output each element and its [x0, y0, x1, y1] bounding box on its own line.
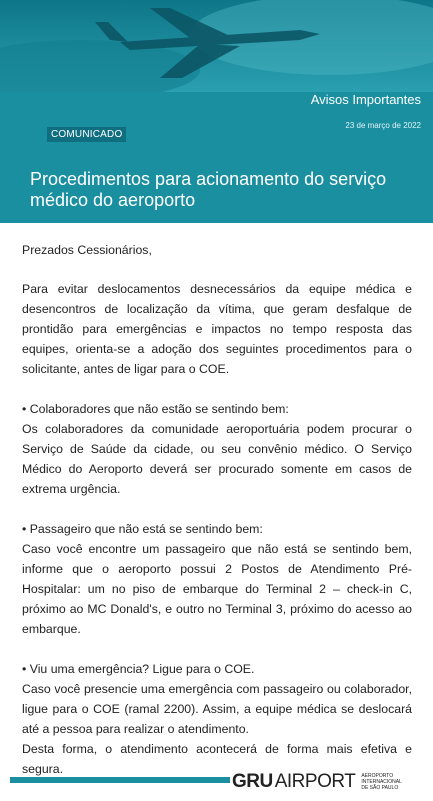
category-badge: COMUNICADO: [47, 127, 126, 142]
footer: [0, 768, 433, 801]
notice-body: [22, 240, 412, 799]
section-passageiro: [22, 519, 412, 639]
section-heading: • Passageiro que não está se sentindo bem:: [22, 522, 263, 536]
section-text: Os colaboradores da comunidade aeroportuária podem procurar o Serviço de Saúde da cidade, ou seu convênio médico. O Serviço Médico do Aeroporto deverá ser procurado somente em casos de extrema urgência.: [22, 422, 412, 496]
section-heading: • Viu uma emergência? Ligue para o COE.: [22, 662, 255, 676]
logo-subtitle: AEROPORTO INTERNACIONAL DE SÃO PAULO: [361, 773, 402, 791]
intro-paragraph: Para evitar deslocamentos desnecessários da equipe médica e desencontros de localização da vítima, que geram desfalque de prontidão para emergências e impactos no tempo resposta das equipes, orienta-se a adoção dos seguintes procedimentos para o solicitante, antes de ligar para o COE.: [22, 282, 412, 376]
section-heading: • Colaboradores que não estão se sentindo bem:: [22, 402, 289, 416]
section-emergencia: [22, 659, 412, 779]
page-title: Procedimentos para acionamento do serviço médico do aeroporto: [30, 169, 387, 210]
footer-divider: [10, 777, 230, 783]
logo-airport-text: AIRPORT: [274, 771, 356, 792]
section-colaboradores: [22, 399, 412, 499]
section-title: Avisos Importantes: [310, 92, 421, 107]
logo-gru-text: GRU: [232, 771, 273, 792]
header-banner: [0, 0, 433, 223]
gru-airport-logo: [232, 771, 401, 793]
airplane-header-image: [0, 0, 433, 92]
section-text: Caso você encontre um passageiro que não está se sentindo bem, informe que o aeroporto possui 2 Postos de Atendimento Pré-Hospitalar: um no piso de embarque do Terminal 2 – check-in C, próximo ao MC Donald's, e outro no Terminal 3, próximo do acesso ao embarque.: [22, 542, 412, 636]
section-text-closing: Desta forma, o atendimento acontecerá de forma mais efetiva e segura.: [22, 742, 412, 776]
greeting: Prezados Cessionários,: [22, 243, 152, 257]
publish-date: 23 de março de 2022: [345, 121, 421, 130]
section-text: Caso você presencie uma emergência com passageiro ou colaborador, ligue para o COE (ramal 2200). Assim, a equipe médica se deslocará até a pessoa para realizar o atendimento.: [22, 682, 412, 736]
